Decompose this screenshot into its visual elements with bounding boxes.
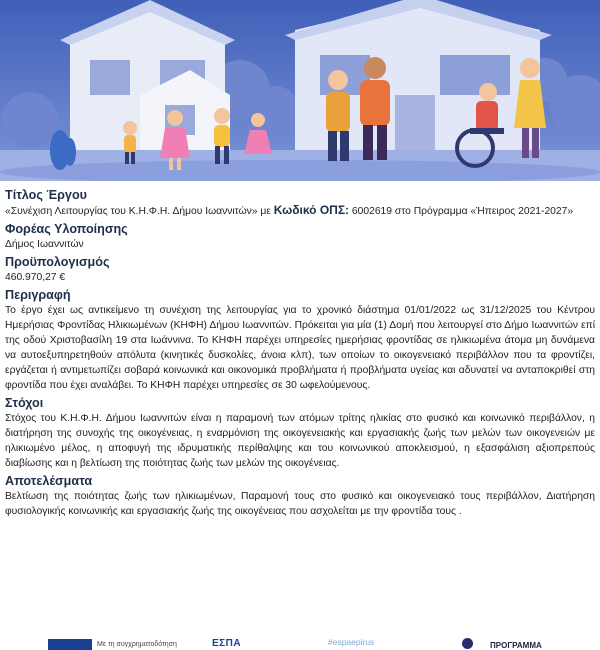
description-heading: Περιγραφή [5, 288, 71, 302]
family-houses-illustration [0, 0, 600, 181]
ops-code-label: Κωδικό ΟΠΣ: [273, 203, 350, 217]
agency-text: Δήμος Ιωαννιτών [5, 239, 84, 250]
project-info-document [5, 187, 595, 519]
budget-text: 460.970,27 € [5, 272, 66, 283]
project-title-text [5, 203, 595, 219]
eu-flag-icon [48, 639, 92, 650]
eu-cofunding-text: Με τη συγχρηματοδότηση [97, 641, 177, 648]
results-heading: Αποτελέσματα [5, 474, 93, 488]
ops-code-value: 6002619 στο Πρόγραμμα «Ήπειρος 2021-2027» [349, 206, 574, 217]
footer-logos [0, 634, 600, 650]
program-label: ΠΡΟΓΡΑΜΜΑ [490, 641, 542, 650]
description-text: Το έργο έχει ως αντικείμενο τη συνέχιση της λειτουργίας για το χρονικό διάστημα 01/01/2022 ως 31/12/2025 του Κέντρου Ημερήσιας Φροντίδας Ηλικιωμένων (ΚΗΦΗ) Δήμου Ιωαννιτών. Πρόκειται για μία (1) Δομή που λειτουργεί στο Δήμο Ιωαννιτών επί της οδού Χριστοβασίλη 19 στα Ιωάννινα. Το ΚΗΦΗ παρέχει υπηρεσίες ημερήσιας φροντίδας σε ηλικιωμένα άτομα μη δυνάμενα να αυτοεξυπηρετηθούν απόλυτα (κινητικές δυσκολίες, άνοια κλπ), των οποίων το οικογενειακό περιβάλλον που τα φροντίζει, εργάζεται ή αντιμετωπίζει σοβαρά κοινωνικά και οικονομικά προβλήματα ή προβλήματα υγείας και αδυνατεί να ανταποκριθεί στη φροντίδα που έχει αναλάβει. Το ΚΗΦΗ παρέχει υπηρεσίες σε 30 ωφελούμενους. [5, 305, 595, 391]
agency-heading: Φορέας Υλοποίησης [5, 222, 128, 236]
espaepirus-hashtag: #espaepirus [328, 637, 375, 647]
program-logo [462, 638, 473, 649]
results-text: Βελτίωση της ποιότητας ζωής των ηλικιωμένων, Παραμονή τους στο φυσικό και οικογενειακό τους περιβάλλον, Διατήρηση φυσιολογικής κοινωνικής και εργασιακής ζωής της οικογένειας που ασχολείται με την φροντίδα τους . [5, 491, 595, 517]
header-illustration [0, 0, 600, 181]
goals-heading: Στόχοι [5, 396, 44, 410]
goals-text: Στόχος του Κ.Η.Φ.Η. Δήμου Ιωαννιτών είναι η παραμονή των ατόμων τρίτης ηλικίας στο φυσικό και κοινωνικό περιβάλλον, η διατήρηση της συνοχής της οικογένειας, η εναρμόνιση της οικογενειακής και εργασιακής ζωής των μελών των οικογενειών με ηλικιωμένο μέλος, η αποφυγή της ιδρυματικής περίθαλψης και του κοινωνικού αποκλεισμού, η εξασφάλιση αξιοπρεπούς διαβίωσης και η βελτίωση της ποιότητας ζωής των μελών της οικογένειας. [5, 413, 595, 469]
project-title-name: «Συνέχιση Λειτουργίας του Κ.Η.Φ.Η. Δήμου Ιωαννιτών» με [5, 206, 274, 217]
espa-logo: ΕΣΠΑ [212, 638, 242, 649]
project-title-heading: Τίτλος Έργου [5, 188, 87, 202]
budget-heading: Προϋπολογισμός [5, 255, 110, 269]
